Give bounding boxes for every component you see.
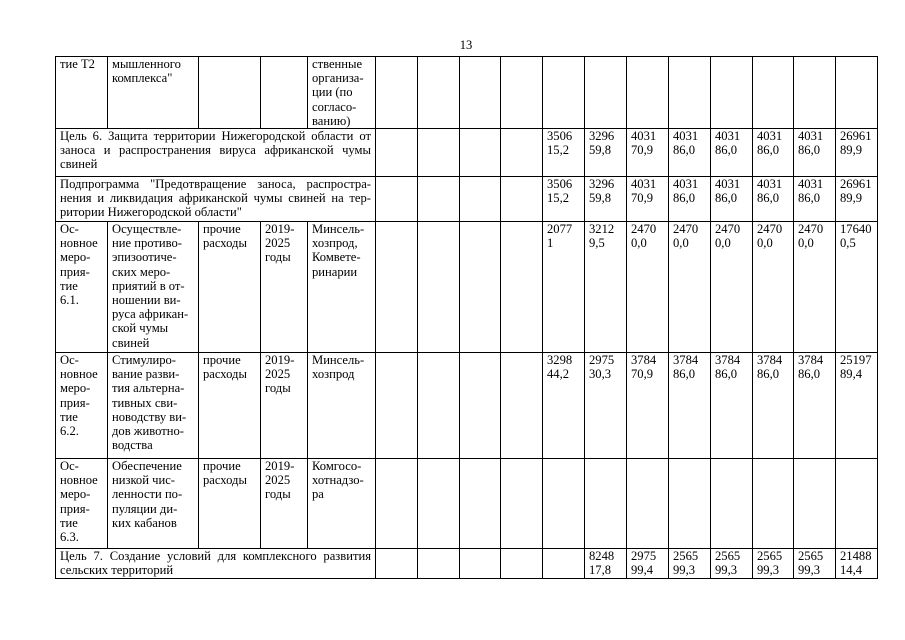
value-cell bbox=[711, 57, 753, 129]
value-cell: 3506 15,2 bbox=[543, 129, 585, 177]
table-row-subprogram bbox=[56, 177, 878, 222]
period bbox=[261, 57, 308, 129]
title-line: сельских территорий bbox=[60, 563, 174, 578]
value-cell: 2975 30,3 bbox=[585, 353, 627, 459]
title-line: свиней bbox=[60, 157, 98, 172]
activity-name: Стимулиро- вание разви- тия альтерна- тивных сви- новодству ви- дов животно- водства bbox=[108, 353, 199, 459]
value-cell: 8248 17,8 bbox=[585, 549, 627, 579]
value-cell: 4031 86,0 bbox=[753, 129, 794, 177]
value-cell: 2470 0,0 bbox=[627, 222, 669, 353]
value-cell: 3784 70,9 bbox=[627, 353, 669, 459]
value-cell: 2565 99,3 bbox=[669, 549, 711, 579]
subprogram-title bbox=[56, 177, 376, 222]
empty-cell bbox=[501, 222, 543, 353]
activity-name: мышленного комплекса" bbox=[108, 57, 199, 129]
value-cell: 4031 70,9 bbox=[627, 129, 669, 177]
value-cell bbox=[585, 57, 627, 129]
table-row-goal-6 bbox=[56, 129, 878, 177]
value-cell bbox=[585, 459, 627, 549]
value-cell bbox=[836, 459, 878, 549]
expense-type: прочие расходы bbox=[199, 353, 261, 459]
value-cell bbox=[543, 459, 585, 549]
executor: Минсель- хозпрод bbox=[308, 353, 376, 459]
empty-cell bbox=[501, 549, 543, 579]
empty-cell bbox=[418, 177, 460, 222]
value-cell: 2470 0,0 bbox=[669, 222, 711, 353]
executor: ственные организа- ции (по согласо- ванию) bbox=[308, 57, 376, 129]
value-cell: 2470 0,0 bbox=[711, 222, 753, 353]
value-cell: 2565 99,3 bbox=[711, 549, 753, 579]
value-cell bbox=[753, 459, 794, 549]
empty-cell bbox=[460, 129, 501, 177]
value-cell bbox=[794, 57, 836, 129]
value-cell: 4031 86,0 bbox=[711, 129, 753, 177]
value-cell: 26961 89,9 bbox=[836, 129, 878, 177]
empty-cell bbox=[460, 177, 501, 222]
activity-name: Обеспечение низкой чис- ленности по- пуляции ди- ких кабанов bbox=[108, 459, 199, 549]
table-row-goal-7 bbox=[56, 549, 878, 579]
expense-type bbox=[199, 57, 261, 129]
value-cell bbox=[627, 57, 669, 129]
expense-type: прочие расходы bbox=[199, 459, 261, 549]
title-line: Цель 6. Защита территории Нижегородской области от bbox=[60, 129, 371, 144]
value-cell bbox=[543, 549, 585, 579]
empty-cell bbox=[460, 57, 501, 129]
empty-cell bbox=[376, 459, 418, 549]
title-line: Цель 7. Создание условий для комплексного развития bbox=[60, 549, 371, 564]
value-cell: 2565 99,3 bbox=[753, 549, 794, 579]
value-cell: 3296 59,8 bbox=[585, 177, 627, 222]
value-cell: 3212 9,5 bbox=[585, 222, 627, 353]
value-cell bbox=[669, 57, 711, 129]
empty-cell bbox=[376, 353, 418, 459]
empty-cell bbox=[501, 57, 543, 129]
value-cell: 4031 70,9 bbox=[627, 177, 669, 222]
empty-cell bbox=[376, 177, 418, 222]
value-cell: 4031 86,0 bbox=[669, 177, 711, 222]
value-cell: 3784 86,0 bbox=[753, 353, 794, 459]
value-cell: 4031 86,0 bbox=[794, 129, 836, 177]
value-cell: 4031 86,0 bbox=[753, 177, 794, 222]
value-cell bbox=[543, 57, 585, 129]
value-cell: 3296 59,8 bbox=[585, 129, 627, 177]
period: 2019- 2025 годы bbox=[261, 459, 308, 549]
value-cell bbox=[669, 459, 711, 549]
expense-type: прочие расходы bbox=[199, 222, 261, 353]
empty-cell bbox=[418, 459, 460, 549]
empty-cell bbox=[418, 549, 460, 579]
value-cell: 4031 86,0 bbox=[669, 129, 711, 177]
table-row-continuation bbox=[56, 57, 878, 129]
value-cell: 2470 0,0 bbox=[753, 222, 794, 353]
value-cell: 25197 89,4 bbox=[836, 353, 878, 459]
value-cell bbox=[711, 459, 753, 549]
period: 2019- 2025 годы bbox=[261, 222, 308, 353]
empty-cell bbox=[376, 129, 418, 177]
activity-name: Осуществле- ние противо- эпизоотиче- ских меро- приятий в от- ношении ви- руса африкан- ской чумы свиней bbox=[108, 222, 199, 353]
empty-cell bbox=[460, 222, 501, 353]
value-cell: 3298 44,2 bbox=[543, 353, 585, 459]
executor: Комгосо- хотнадзо- ра bbox=[308, 459, 376, 549]
title-line: Подпрограмма "Предотвращение заноса, распростра- bbox=[60, 177, 371, 192]
empty-cell bbox=[460, 353, 501, 459]
value-cell: 21488 14,4 bbox=[836, 549, 878, 579]
activity-number: тие Т2 bbox=[56, 57, 108, 129]
title-line: нения и ликвидация африканской чумы свиней на тер- bbox=[60, 191, 371, 206]
value-cell: 3784 86,0 bbox=[711, 353, 753, 459]
value-cell: 3784 86,0 bbox=[794, 353, 836, 459]
goal-title bbox=[56, 129, 376, 177]
value-cell bbox=[627, 459, 669, 549]
empty-cell bbox=[418, 222, 460, 353]
value-cell: 26961 89,9 bbox=[836, 177, 878, 222]
empty-cell bbox=[460, 549, 501, 579]
value-cell: 2565 99,3 bbox=[794, 549, 836, 579]
value-cell: 2975 99,4 bbox=[627, 549, 669, 579]
value-cell: 17640 0,5 bbox=[836, 222, 878, 353]
page-number: 13 bbox=[459, 38, 473, 52]
value-cell: 3506 15,2 bbox=[543, 177, 585, 222]
value-cell: 2077 1 bbox=[543, 222, 585, 353]
executor: Минсель- хозпрод, Комвете- ринарии bbox=[308, 222, 376, 353]
value-cell: 4031 86,0 bbox=[711, 177, 753, 222]
goal-title bbox=[56, 549, 376, 579]
value-cell bbox=[836, 57, 878, 129]
empty-cell bbox=[501, 459, 543, 549]
activity-number: Ос- новное меро- прия- тие 6.3. bbox=[56, 459, 108, 549]
program-funding-table bbox=[55, 56, 878, 579]
empty-cell bbox=[460, 459, 501, 549]
title-line: ритории Нижегородской области" bbox=[60, 205, 242, 220]
empty-cell bbox=[376, 57, 418, 129]
value-cell bbox=[794, 459, 836, 549]
table-row-activity-6-2 bbox=[56, 353, 878, 459]
value-cell: 4031 86,0 bbox=[794, 177, 836, 222]
period: 2019- 2025 годы bbox=[261, 353, 308, 459]
table-row-activity-6-1 bbox=[56, 222, 878, 353]
activity-number: Ос- новное меро- прия- тие 6.2. bbox=[56, 353, 108, 459]
activity-number: Ос- новное меро- прия- тие 6.1. bbox=[56, 222, 108, 353]
value-cell bbox=[753, 57, 794, 129]
value-cell: 3784 86,0 bbox=[669, 353, 711, 459]
empty-cell bbox=[418, 353, 460, 459]
empty-cell bbox=[418, 57, 460, 129]
value-cell: 2470 0,0 bbox=[794, 222, 836, 353]
empty-cell bbox=[501, 177, 543, 222]
table-row-activity-6-3 bbox=[56, 459, 878, 549]
empty-cell bbox=[501, 129, 543, 177]
empty-cell bbox=[501, 353, 543, 459]
empty-cell bbox=[376, 549, 418, 579]
title-line: заноса и распространения вируса африканской чумы bbox=[60, 143, 371, 158]
empty-cell bbox=[418, 129, 460, 177]
empty-cell bbox=[376, 222, 418, 353]
